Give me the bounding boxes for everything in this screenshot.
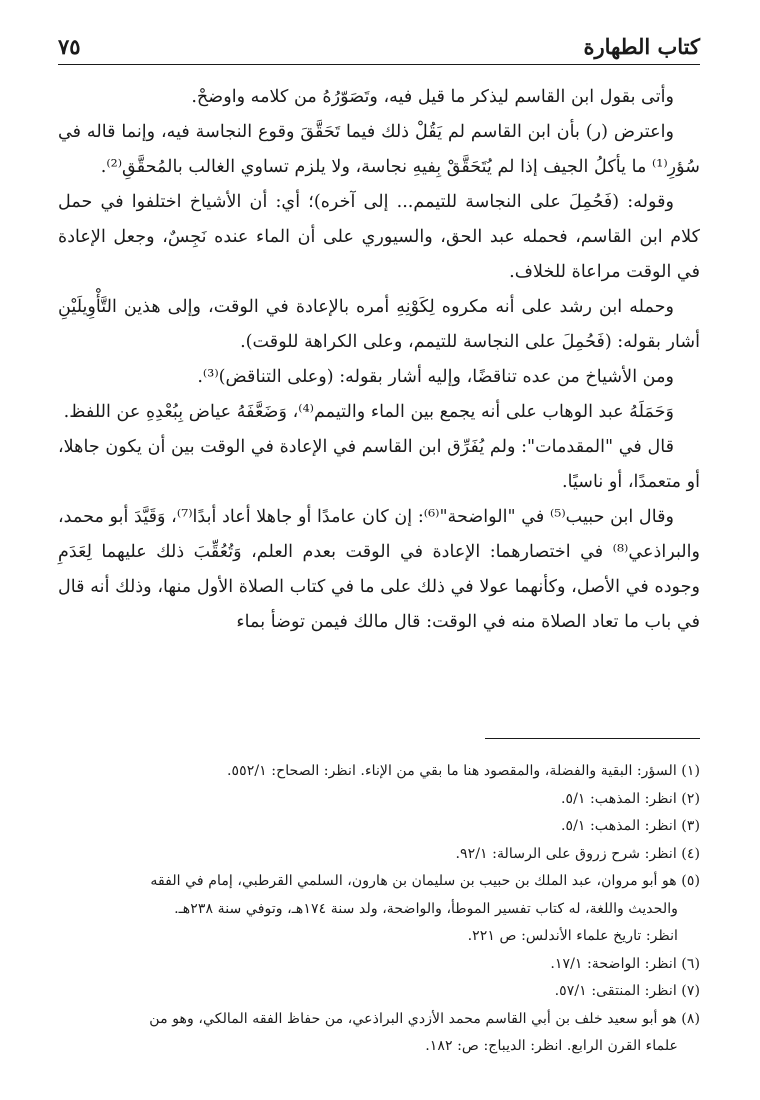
page-number: ٧٥	[58, 34, 81, 59]
footnote-continuation: والحديث واللغة، له كتاب تفسير الموطأ، والواضحة، ولد سنة ١٧٤هـ، وتوفي سنة ٢٣٨هـ.	[174, 900, 678, 917]
paragraph: وحمله ابن رشد على أنه مكروه لِكَوْنِهِ أمره بالإعادة في الوقت، وإلى هذين التَّأْوِيلَيْنِ أشار بقوله: (فَحُمِلَ على النجاسة للتيمم، وعلى الكراهة للوقت).	[58, 297, 700, 352]
paragraph: وأتى بقول ابن القاسم ليذكر ما قيل فيه، وتَصَوّرُهُ من كلامه واوضحْ.	[191, 87, 674, 107]
footnotes	[58, 758, 700, 1061]
footnote: (٨) هو أبو سعيد خلف بن أبي القاسم محمد الأزدي البراذعي، من حفاظ الفقه المالكي، وهو من	[149, 1010, 700, 1027]
footnote-separator	[485, 738, 700, 739]
footnote: (٤) انظر: شرح زروق على الرسالة: ٩٢/١.	[455, 845, 700, 862]
footnote-continuation: علماء القرن الرابع. انظر: الديباج: ص: ١٨٢.	[425, 1038, 678, 1054]
paragraph: ومن الأشياخ من عده تناقضًا، وإليه أشار بقوله: (وعلى التناقض)⁽³⁾.	[197, 367, 674, 387]
footnote: (٦) انظر: الواضحة: ١٧/١.	[550, 955, 700, 972]
paragraph: واعترض (ر) بأن ابن القاسم لم يَقُلْ ذلك فيما تَحَقَّقَ وقوع النجاسة فيه، وإنما قاله في سُؤرِ⁽¹⁾ ما يأكلُ الجيف إذا لم يُتَحَقَّقْ بِفيهِ نجاسة، ولا يلزم تساوي الغالب بالمُحقَّقِ⁽²⁾.	[58, 122, 700, 177]
main-text	[58, 80, 700, 640]
footnote: (٢) انظر: المذهب: ٥/١.	[560, 790, 700, 807]
footnote-continuation: انظر: تاريخ علماء الأندلس: ص ٢٢١.	[467, 928, 678, 944]
paragraph: قال في "المقدمات": ولم يُفَرِّق ابن القاسم في الإعادة في الوقت بين أن يكون جاهلا، أو متعمدًا، أو ناسيًا.	[58, 437, 700, 492]
page-header	[58, 30, 700, 65]
paragraph: وَحَمَلَهُ عبد الوهاب على أنه يجمع بين الماء والتيمم⁽⁴⁾، وَضَعَّفَهُ عياض بِبُعْدِهِ عن اللفظ.	[63, 402, 674, 422]
footnote: (١) السؤر: البقية والفضلة، والمقصود هنا ما بقي من الإناء. انظر: الصحاح: ٥٥٢/١.	[227, 763, 700, 779]
footnote: (٥) هو أبو مروان، عبد الملك بن حبيب بن سليمان بن هارون، السلمي القرطبي، إمام في الفقه	[150, 873, 700, 889]
paragraph: وقال ابن حبيب⁽⁵⁾ في "الواضحة"⁽⁶⁾: إن كان عامدًا أو جاهلا أعاد أبدًا⁽⁷⁾، وَقَيَّدَ أبو محمد، والبراذعي⁽⁸⁾ في اختصارهما: الإعادة في الوقت بعدم العلم، وَتُعُقِّبَ ذلك عليهما لِعَدَمِ وجوده في الأصل، وكأنهما عولا في ذلك على ما في كتاب الصلاة الأول منها، وذلك أنه قال في باب ما تعاد الصلاة منه في الوقت: قال مالك فيمن توضأ بماء	[58, 507, 700, 632]
footnote: (٧) انظر: المنتقى: ٥٧/١.	[554, 983, 700, 999]
paragraph: وقوله: (فَحُمِلَ على النجاسة للتيمم... إلى آخره)؛ أي: أن الأشياخ اختلفوا في حمل كلام ابن القاسم، فحمله عبد الحق، والسيوري على أن الماء عنده نَجِسٌ، وجعل الإعادة في الوقت مراعاة للخلاف.	[58, 192, 700, 282]
footnote: (٣) انظر: المذهب: ٥/١.	[560, 818, 700, 834]
book-title: كتاب الطهارة	[583, 34, 700, 59]
